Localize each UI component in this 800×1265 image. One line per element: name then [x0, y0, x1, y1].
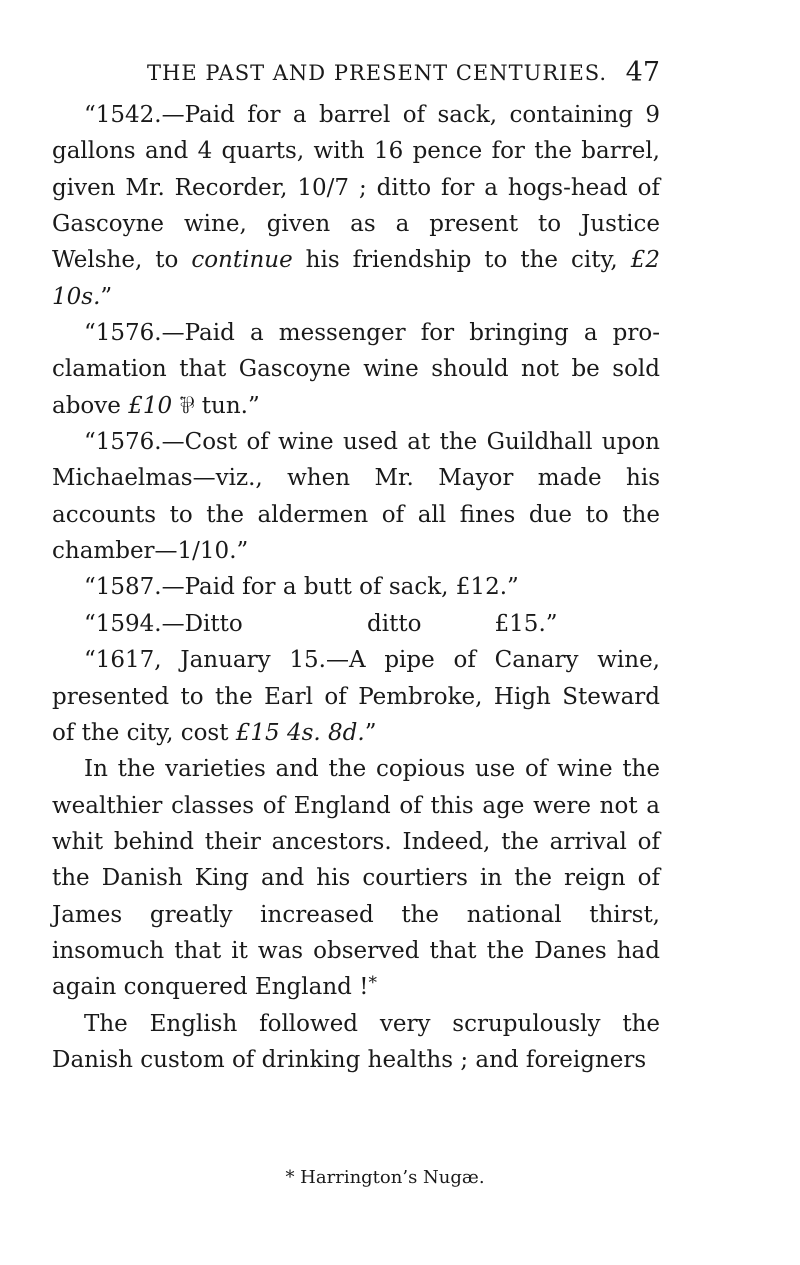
- body-text: [52, 97, 660, 1078]
- entry-1576-proclamation: “1576.—Paid a messenger for bringing a pro-clamation that Gascoyne wine should not be sold above £10 ⅌ tun.”: [52, 320, 660, 419]
- entry-1617: “1617, January 15.—A pipe of Canary wine, presented to the Earl of Pembroke, High Steward of the city, cost £15 4s. 8d.”: [52, 647, 660, 746]
- entry-1587: “1587.—Paid for a butt of sack, £12.”: [84, 574, 519, 601]
- page-number: 47: [625, 57, 660, 88]
- amount: £2 10s.: [52, 247, 660, 310]
- entry-1542: “1542.—Paid for a barrel of sack, containing 9 gallons and 4 quarts, with 16 pence for the barrel, given Mr. Recorder, 10/7 ; ditto for a hogs-head of Gascoyne wine, given as a present to Justice Welshe, to continue his friendship to the city, £2 10s.”: [52, 102, 660, 310]
- amount: £15 4s. 8d.: [235, 719, 365, 746]
- entry-1576-guildhall: “1576.—Cost of wine used at the Guildhall upon Michaelmas—viz., when Mr. Mayor made his accounts to the aldermen of all fines due to the chamber—1/10.”: [52, 429, 660, 565]
- amount: £10: [128, 392, 173, 419]
- running-title: THE PAST AND PRESENT CENTURIES.: [147, 61, 608, 85]
- footnote: * Harrington’s Nugæ.: [285, 1167, 485, 1188]
- entry-1594: “1594.—Ditto ditto £15.”: [84, 610, 558, 637]
- paragraph-danish-king: In the varieties and the copious use of wine the wealthier classes of England of this age were not a whit behind their ancestors. Indeed, the arrival of the Danish King and his courtiers in the reign of James greatly increased the national thirst, insomuch that it was observed that the Danes had again conquered England !*: [52, 756, 660, 1001]
- paragraph-drinking-healths: The English followed very scrupulously the Danish custom of drinking healths ; and foreigners: [52, 1010, 660, 1073]
- footnote-marker: *: [368, 973, 377, 994]
- emphasis-continue: continue: [191, 247, 293, 274]
- page-header: [60, 53, 660, 93]
